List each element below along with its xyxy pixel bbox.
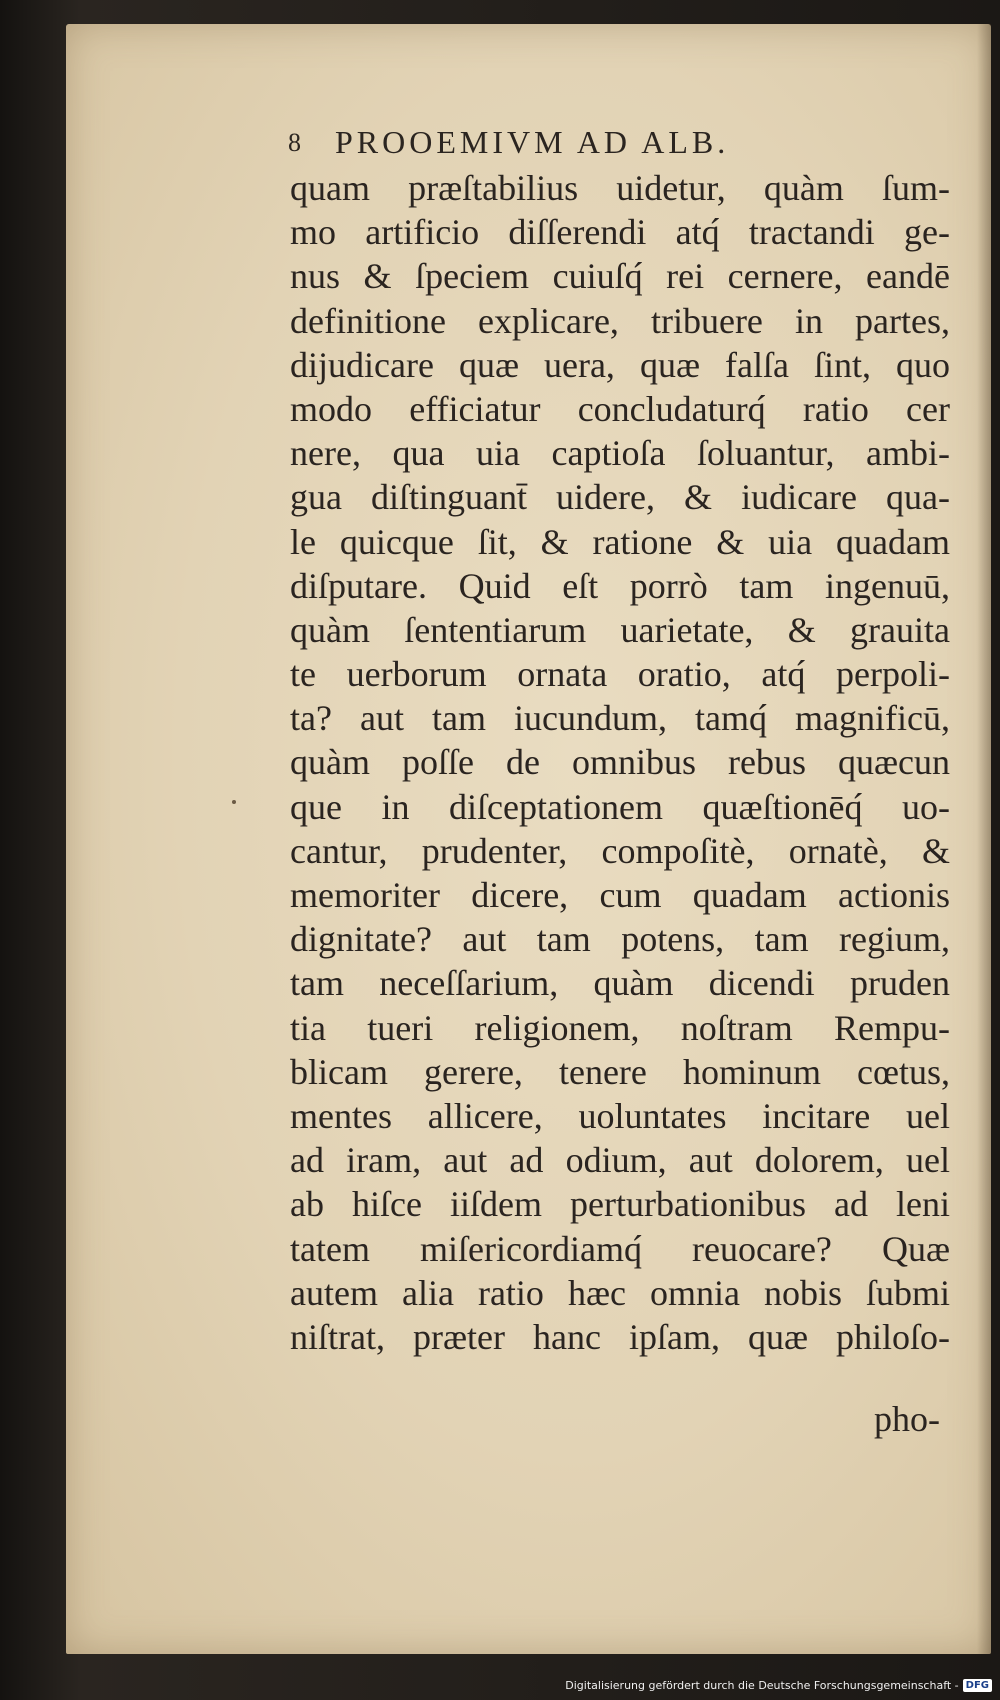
text-line: quam præſtabilius uidetur, quàm ſum- xyxy=(290,168,950,208)
text-line: mentes allicere, uoluntates incitare uel xyxy=(290,1095,950,1136)
text-line: tatem miſericordiamq́ reuocare? Quæ xyxy=(290,1228,950,1269)
text-line: que in diſceptationem quæſtionēq́ uo- xyxy=(290,786,950,827)
text-line: niſtrat, præter hanc ipſam, quæ philoſo- xyxy=(290,1316,950,1357)
text-line: tia tueri religionem, noſtram Rempu- xyxy=(290,1007,950,1048)
digitization-footer xyxy=(565,1676,992,1694)
text-line: diſputare. Quid eſt porrò tam ingenuū, xyxy=(290,565,950,606)
text-line: quàm poſſe de omnibus rebus quæcun xyxy=(290,742,950,783)
text-line: le quicque ſit, & ratione & uia quadam xyxy=(290,521,950,562)
text-line: tam neceſſarium, quàm dicendi pruden xyxy=(290,963,950,1004)
dfg-logo: DFG xyxy=(963,1679,992,1692)
text-line: ad iram, aut ad odium, aut dolorem, uel xyxy=(290,1140,950,1181)
text-line: te uerborum ornata oratio, atq́ perpoli- xyxy=(290,654,950,695)
text-line: cantur, prudenter, compoſitè, ornatè, & xyxy=(290,830,950,871)
text-line: dignitate? aut tam potens, tam regium, xyxy=(290,919,950,960)
text-line: nus & ſpeciem cuiuſq́ rei cernere, eandē xyxy=(290,256,950,297)
text-line: ab hiſce iiſdem perturbationibus ad leni xyxy=(290,1184,950,1225)
funding-credit: Digitalisierung gefördert durch die Deutsche Forschungsgemeinschaft - xyxy=(565,1678,959,1692)
page-edge-shadow xyxy=(977,24,991,1654)
text-line: modo efficiatur concludaturq́ ratio cer xyxy=(290,388,950,429)
body-text xyxy=(290,166,950,1446)
text-line: blicam gerere, tenere hominum cœtus, xyxy=(290,1051,950,1092)
text-line: memoriter dicere, cum quadam actionis xyxy=(290,875,950,915)
text-line: ta? aut tam iucundum, tamq́ magnificū, xyxy=(290,698,950,739)
text-line: quàm ſententiarum uarietate, & grauita xyxy=(290,609,950,650)
text-line: definitione explicare, tribuere in partes, xyxy=(290,300,950,341)
running-title: PROOEMIVM AD ALB. xyxy=(335,124,730,160)
catchword: pho- xyxy=(874,1399,940,1439)
text-line: mo artificio diſſerendi atq́ tractandi ge- xyxy=(290,212,950,253)
text-line: gua diſtinguant̄ uidere, & iudicare qua- xyxy=(290,477,950,518)
page-number: 8 xyxy=(288,128,301,157)
text-line: dijudicare quæ uera, quæ falſa ſint, quo xyxy=(290,344,950,385)
running-header xyxy=(288,124,928,164)
paper-speck xyxy=(232,800,236,804)
text-line: autem alia ratio hæc omnia nobis ſubmi xyxy=(290,1272,950,1313)
text-line: nere, qua uia captioſa ſoluantur, ambi- xyxy=(290,433,950,474)
